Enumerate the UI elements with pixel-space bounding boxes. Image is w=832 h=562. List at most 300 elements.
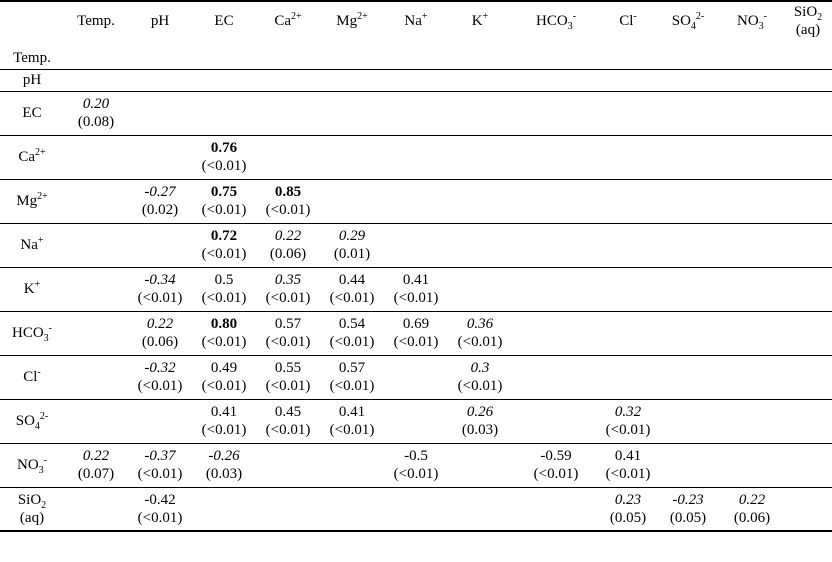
label-base: Temp. — [77, 13, 115, 29]
column-header — [448, 1, 512, 47]
label-base: Ca — [18, 149, 36, 165]
label-superscript: + — [482, 11, 489, 22]
column-header — [64, 1, 128, 47]
correlation-coefficient: 0.41 — [402, 272, 430, 288]
label-base: EC — [22, 105, 42, 121]
label-base: HCO — [11, 325, 44, 341]
table-cell — [192, 443, 256, 487]
table-cell — [448, 311, 512, 355]
column-header — [256, 1, 320, 47]
table-cell — [320, 91, 384, 135]
label-base: K — [23, 281, 35, 297]
table-cell — [256, 135, 320, 179]
label-superscript: - — [763, 11, 767, 22]
table-cell — [384, 267, 448, 311]
correlation-coefficient: 0.5 — [214, 272, 234, 288]
table-cell — [512, 135, 600, 179]
table-cell — [192, 223, 256, 267]
column-header — [784, 1, 832, 47]
table-cell — [448, 399, 512, 443]
table-cell — [600, 47, 656, 69]
correlation-coefficient: 0.22 — [82, 448, 110, 464]
table-cell — [512, 487, 600, 531]
table-cell — [64, 443, 128, 487]
p-value: (0.05) — [609, 509, 647, 526]
label-superscript: - — [633, 11, 637, 22]
correlation-coefficient: 0.26 — [466, 404, 494, 420]
p-value: (<0.01) — [605, 422, 651, 438]
label-base: Na — [404, 13, 422, 29]
label-base: Cl — [619, 13, 634, 29]
table-cell — [720, 443, 784, 487]
table-cell — [320, 267, 384, 311]
table-cell — [320, 223, 384, 267]
table-cell — [784, 399, 832, 443]
table-cell — [256, 311, 320, 355]
row-header — [0, 69, 64, 91]
table-row — [0, 179, 832, 223]
table-cell — [448, 223, 512, 267]
label-superscript: + — [421, 11, 428, 22]
row-header — [0, 311, 64, 355]
table-cell — [512, 399, 600, 443]
label-superscript: + — [34, 279, 41, 290]
p-value: (<0.01) — [329, 290, 375, 306]
table-cell — [384, 223, 448, 267]
corner-header — [0, 1, 64, 47]
table-cell — [128, 223, 192, 267]
p-value: (<0.01) — [265, 378, 311, 394]
table-cell — [256, 47, 320, 69]
table-cell — [656, 223, 720, 267]
table-cell — [448, 487, 512, 531]
table-cell — [448, 267, 512, 311]
column-header — [600, 1, 656, 47]
correlation-coefficient: -0.26 — [208, 448, 240, 464]
label-line2: (aq) — [795, 22, 821, 38]
table-cell — [656, 179, 720, 223]
table-cell — [64, 355, 128, 399]
table-cell — [784, 311, 832, 355]
table-cell — [384, 91, 448, 135]
p-value: (<0.01) — [201, 290, 247, 306]
table-cell — [720, 69, 784, 91]
table-cell — [656, 267, 720, 311]
label-superscript: 2+ — [37, 191, 48, 202]
label-base: Mg — [336, 13, 358, 29]
table-cell — [784, 223, 832, 267]
correlation-coefficient: -0.27 — [144, 184, 176, 200]
correlation-coefficient: 0.69 — [402, 316, 430, 332]
p-value: (0.02) — [141, 202, 179, 218]
correlation-coefficient: 0.35 — [274, 272, 302, 288]
correlation-coefficient: -0.23 — [672, 491, 704, 508]
label-subscript: 2 — [41, 499, 47, 511]
table-cell — [320, 135, 384, 179]
table-body — [0, 47, 832, 531]
p-value: (0.07) — [77, 466, 115, 482]
column-header — [384, 1, 448, 47]
table-cell — [600, 223, 656, 267]
correlation-coefficient: 0.22 — [738, 491, 766, 508]
table-cell — [192, 399, 256, 443]
p-value: (0.03) — [205, 466, 243, 482]
table-row — [0, 355, 832, 399]
table-cell — [512, 223, 600, 267]
p-value: (<0.01) — [329, 378, 375, 394]
correlation-coefficient: 0.54 — [338, 316, 366, 332]
table-cell — [128, 399, 192, 443]
label-base: pH — [22, 72, 42, 88]
p-value: (0.03) — [461, 422, 499, 438]
table-cell — [320, 443, 384, 487]
correlation-coefficient: 0.41 — [210, 404, 238, 420]
p-value: (<0.01) — [605, 466, 651, 482]
correlation-coefficient: -0.59 — [540, 448, 572, 464]
table-cell — [192, 69, 256, 91]
table-cell — [600, 179, 656, 223]
label-subscript: 4 — [690, 21, 696, 32]
table-cell — [256, 487, 320, 531]
p-value: (<0.01) — [201, 202, 247, 218]
correlation-coefficient: 0.49 — [210, 360, 238, 376]
table-cell — [656, 355, 720, 399]
correlation-coefficient: 0.22 — [146, 316, 174, 332]
correlation-coefficient: -0.42 — [144, 491, 176, 508]
p-value: (<0.01) — [137, 509, 183, 526]
p-value: (<0.01) — [201, 422, 247, 438]
table-cell — [64, 69, 128, 91]
table-cell — [256, 399, 320, 443]
p-value: (<0.01) — [137, 290, 183, 306]
table-cell — [448, 69, 512, 91]
table-cell — [128, 311, 192, 355]
label-base: SO — [671, 13, 691, 29]
correlation-coefficient: 0.80 — [210, 316, 238, 332]
table-cell — [128, 443, 192, 487]
table-cell — [384, 487, 448, 531]
table-cell — [64, 311, 128, 355]
p-value: (<0.01) — [201, 334, 247, 350]
column-header — [512, 1, 600, 47]
table-cell — [784, 69, 832, 91]
table-cell — [512, 355, 600, 399]
correlation-coefficient: -0.32 — [144, 360, 176, 376]
label-subscript: 3 — [758, 21, 764, 32]
label-base: K — [471, 13, 483, 29]
table-cell — [128, 267, 192, 311]
table-cell — [448, 443, 512, 487]
correlation-coefficient: 0.41 — [338, 404, 366, 420]
table-cell — [720, 267, 784, 311]
p-value: (<0.01) — [201, 158, 247, 174]
table-cell — [192, 311, 256, 355]
table-cell — [784, 267, 832, 311]
table-row — [0, 91, 832, 135]
p-value: (0.06) — [141, 334, 179, 350]
table-cell — [384, 135, 448, 179]
table-cell — [656, 443, 720, 487]
table-cell — [384, 311, 448, 355]
table-cell — [64, 487, 128, 531]
table-cell — [128, 179, 192, 223]
table-cell — [320, 399, 384, 443]
table-cell — [256, 223, 320, 267]
correlation-coefficient: 0.76 — [210, 140, 238, 156]
table-cell — [784, 355, 832, 399]
table-cell — [448, 91, 512, 135]
table-row — [0, 311, 832, 355]
table-cell — [600, 487, 656, 531]
label-line2: (aq) — [19, 509, 45, 526]
table-cell — [656, 69, 720, 91]
label-base: HCO — [535, 13, 568, 29]
p-value: (<0.01) — [265, 422, 311, 438]
p-value: (<0.01) — [265, 202, 311, 218]
column-header — [720, 1, 784, 47]
correlation-coefficient: 0.57 — [338, 360, 366, 376]
table-cell — [720, 487, 784, 531]
label-base: Na — [20, 237, 38, 253]
row-header — [0, 223, 64, 267]
table-cell — [448, 179, 512, 223]
table-row — [0, 223, 832, 267]
table-cell — [256, 267, 320, 311]
table-cell — [320, 47, 384, 69]
row-header — [0, 135, 64, 179]
row-header — [0, 47, 64, 69]
label-subscript: 3 — [38, 465, 44, 476]
label-base: EC — [214, 13, 234, 29]
p-value: (<0.01) — [137, 378, 183, 394]
row-header — [0, 355, 64, 399]
table-cell — [64, 91, 128, 135]
table-cell — [64, 399, 128, 443]
table-cell — [512, 179, 600, 223]
p-value: (<0.01) — [393, 334, 439, 350]
label-base: NO — [736, 13, 759, 29]
table-cell — [656, 487, 720, 531]
p-value: (0.08) — [77, 114, 115, 130]
table-cell — [784, 91, 832, 135]
table-cell — [256, 69, 320, 91]
table-cell — [128, 91, 192, 135]
table-cell — [64, 47, 128, 69]
column-header — [128, 1, 192, 47]
correlation-coefficient: 0.57 — [274, 316, 302, 332]
table-cell — [600, 267, 656, 311]
table-cell — [64, 223, 128, 267]
table-row — [0, 69, 832, 91]
table-row — [0, 267, 832, 311]
correlation-coefficient: 0.20 — [82, 96, 110, 112]
table-cell — [656, 91, 720, 135]
label-superscript: 2+ — [357, 11, 368, 22]
table-cell — [784, 443, 832, 487]
header-row — [0, 1, 832, 47]
row-header — [0, 487, 64, 531]
row-header — [0, 91, 64, 135]
label-base: pH — [150, 13, 170, 29]
label-base: Mg — [16, 193, 38, 209]
table-cell — [64, 179, 128, 223]
table-cell — [192, 47, 256, 69]
p-value: (<0.01) — [137, 466, 183, 482]
table-cell — [720, 135, 784, 179]
table-cell — [656, 311, 720, 355]
table-row — [0, 399, 832, 443]
row-header — [0, 267, 64, 311]
table-cell — [512, 443, 600, 487]
p-value: (0.05) — [669, 509, 707, 526]
table-cell — [600, 399, 656, 443]
p-value: (<0.01) — [265, 290, 311, 306]
p-value: (<0.01) — [329, 334, 375, 350]
table-cell — [720, 47, 784, 69]
correlation-coefficient: 0.41 — [614, 448, 642, 464]
p-value: (<0.01) — [393, 466, 439, 482]
table-cell — [64, 267, 128, 311]
table-cell — [448, 135, 512, 179]
p-value: (0.06) — [733, 509, 771, 526]
table-cell — [256, 355, 320, 399]
table-cell — [192, 135, 256, 179]
table-cell — [656, 47, 720, 69]
p-value: (0.06) — [269, 246, 307, 262]
table-cell — [384, 47, 448, 69]
table-cell — [320, 311, 384, 355]
table-cell — [656, 399, 720, 443]
p-value: (<0.01) — [265, 334, 311, 350]
table-cell — [192, 267, 256, 311]
p-value: (<0.01) — [329, 422, 375, 438]
correlation-coefficient: 0.32 — [614, 404, 642, 420]
table-cell — [720, 311, 784, 355]
table-row — [0, 135, 832, 179]
label-subscript: 4 — [34, 421, 40, 432]
table-cell — [128, 47, 192, 69]
row-header — [0, 399, 64, 443]
correlation-coefficient: 0.3 — [470, 360, 490, 376]
correlation-coefficient: 0.55 — [274, 360, 302, 376]
label-superscript: 2+ — [291, 11, 302, 22]
column-header — [320, 1, 384, 47]
table-cell — [256, 443, 320, 487]
table-cell — [192, 355, 256, 399]
table-cell — [448, 47, 512, 69]
table-cell — [128, 355, 192, 399]
table-cell — [384, 443, 448, 487]
table-cell — [720, 223, 784, 267]
p-value: (<0.01) — [533, 466, 579, 482]
table-cell — [656, 135, 720, 179]
table-cell — [192, 91, 256, 135]
label-subscript: 2 — [817, 12, 823, 23]
correlation-coefficient: 0.29 — [338, 228, 366, 244]
label-superscript: - — [43, 455, 47, 466]
table-cell — [384, 399, 448, 443]
table-cell — [784, 135, 832, 179]
table-row — [0, 47, 832, 69]
table-cell — [512, 267, 600, 311]
correlation-coefficient: -0.34 — [144, 272, 176, 288]
table-cell — [784, 47, 832, 69]
table-header — [0, 1, 832, 47]
table-cell — [512, 91, 600, 135]
correlation-coefficient: 0.45 — [274, 404, 302, 420]
table-cell — [720, 91, 784, 135]
p-value: (0.01) — [333, 246, 371, 262]
table-cell — [600, 443, 656, 487]
table-cell — [600, 355, 656, 399]
table-cell — [320, 69, 384, 91]
table-cell — [384, 69, 448, 91]
table-cell — [256, 91, 320, 135]
table-cell — [384, 355, 448, 399]
table-cell — [320, 355, 384, 399]
row-header — [0, 443, 64, 487]
label-superscript: 2+ — [35, 147, 46, 158]
table-row — [0, 487, 832, 531]
correlation-coefficient: 0.36 — [466, 316, 494, 332]
correlation-coefficient: 0.44 — [338, 272, 366, 288]
table-cell — [128, 69, 192, 91]
correlation-coefficient: 0.85 — [274, 184, 302, 200]
table-cell — [64, 135, 128, 179]
table-cell — [128, 135, 192, 179]
table-cell — [384, 179, 448, 223]
table-row — [0, 443, 832, 487]
label-base: Ca — [274, 13, 292, 29]
label-superscript: - — [48, 323, 52, 334]
table-cell — [192, 487, 256, 531]
table-cell — [784, 179, 832, 223]
label-base: SiO — [793, 4, 818, 20]
correlation-coefficient: 0.22 — [274, 228, 302, 244]
table-cell — [600, 91, 656, 135]
table-cell — [256, 179, 320, 223]
p-value: (<0.01) — [201, 246, 247, 262]
column-header — [192, 1, 256, 47]
correlation-coefficient: -0.5 — [404, 448, 428, 464]
table-cell — [128, 487, 192, 531]
table-cell — [320, 487, 384, 531]
correlation-coefficient: 0.72 — [210, 228, 238, 244]
table-cell — [600, 69, 656, 91]
label-superscript: - — [37, 367, 41, 378]
table-cell — [448, 355, 512, 399]
table-cell — [600, 311, 656, 355]
table-cell — [512, 69, 600, 91]
label-superscript: + — [37, 235, 44, 246]
table-cell — [784, 487, 832, 531]
p-value: (<0.01) — [393, 290, 439, 306]
label-base: SiO — [17, 491, 42, 508]
table-cell — [720, 179, 784, 223]
p-value: (<0.01) — [457, 378, 503, 394]
column-header — [656, 1, 720, 47]
p-value: (<0.01) — [457, 334, 503, 350]
correlation-coefficient: -0.37 — [144, 448, 176, 464]
table-cell — [720, 399, 784, 443]
p-value: (<0.01) — [201, 378, 247, 394]
table-cell — [720, 355, 784, 399]
label-base: Temp. — [13, 49, 51, 66]
label-superscript: 2- — [39, 411, 49, 422]
table-cell — [512, 311, 600, 355]
table-cell — [600, 135, 656, 179]
table-cell — [512, 47, 600, 69]
